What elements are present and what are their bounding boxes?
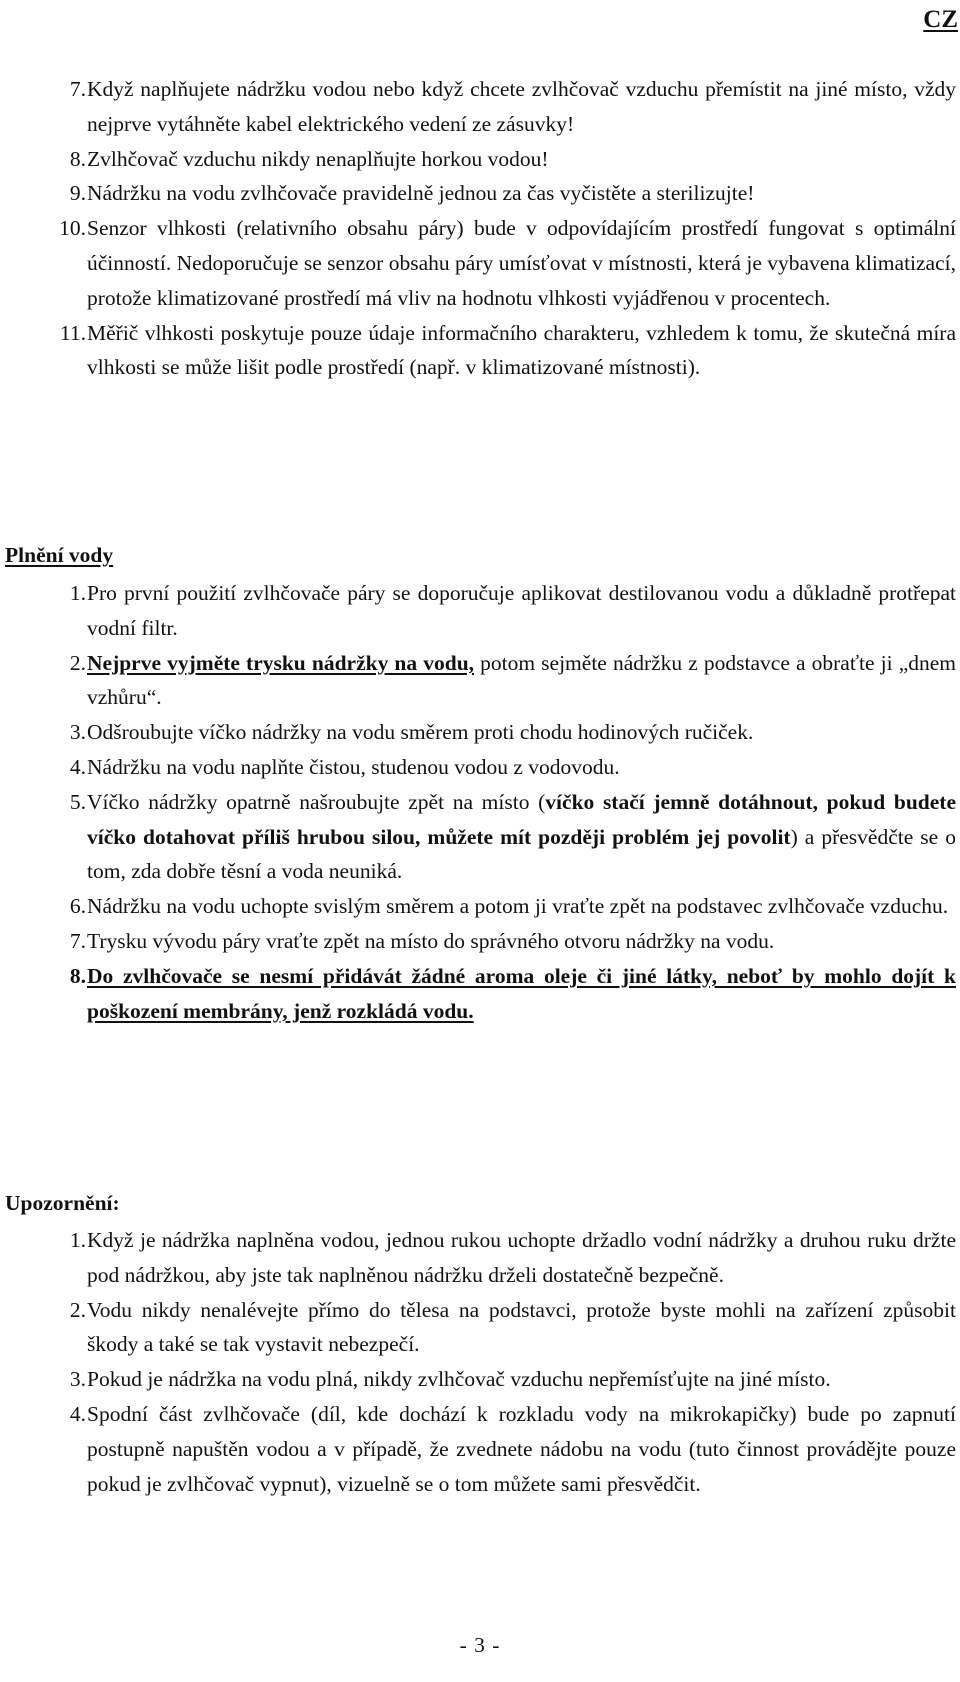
item-number: 3. (69, 720, 86, 745)
item-text: Když naplňujete nádržku vodou nebo když chcete zvlhčovač vzduchu přemístit na jiné místo, vždy nejprve vytáhněte kabel elektrického vedení ze zásuvky! (87, 77, 956, 136)
list-item (0, 576, 960, 646)
item-number: 5. (69, 789, 86, 814)
item-text: Měřič vlhkosti poskytuje pouze údaje informačního charakteru, vzhledem k tomu, že skutečná míra vlhkosti se může lišit podle prostředí (např. v klimatizované místnosti). (87, 320, 956, 380)
item-number: 4. (69, 1401, 86, 1426)
list-item (0, 959, 960, 1029)
list-item (0, 1362, 960, 1397)
item-number: 1. (69, 1228, 86, 1252)
item-number: 11. (59, 320, 86, 345)
language-label: CZ (923, 6, 958, 33)
list-item (0, 785, 960, 889)
item-text: Zvlhčovač vzduchu nikdy nenaplňujte horkou vodou! (87, 146, 549, 171)
item-text: Nádržku na vodu uchopte svislým směrem a potom ji vraťte zpět na podstavec zvlhčovače vzduchu. (87, 894, 949, 919)
item-text: Vodu nikdy nenalévejte přímo do tělesa na podstavci, protože byste mohli na zařízení způsobit škody a také se tak vystavit nebezpečí. (87, 1297, 956, 1357)
item-number: 3. (69, 1367, 86, 1392)
item-text: Nádržku na vodu naplňte čistou, studenou vodou z vodovodu. (87, 754, 620, 779)
list-item (0, 72, 960, 142)
list-item (0, 924, 960, 959)
safety-list-continued (0, 72, 960, 385)
item-number: 7. (69, 77, 86, 101)
list-item (0, 715, 960, 750)
list-item (0, 142, 960, 177)
item-text: Víčko nádržky opatrně našroubujte zpět na místo ( (87, 789, 546, 814)
list-item (0, 1223, 960, 1293)
warning-list (0, 1223, 960, 1501)
list-item (0, 1293, 960, 1363)
item-text: Odšroubujte víčko nádržky na vodu směrem proti chodu hodinových ručiček. (87, 720, 754, 745)
list-item (0, 646, 960, 716)
item-text: Senzor vlhkosti (relativního obsahu páry) bude v odpovídajícím prostředí fungovat s optimální účinností. Nedoporučuje se senzor obsahu páry umísťovat v místnosti, která je vybavena klimatizací, protože klimatizované prostředí má vliv na hodnotu vlhkosti vyjádřenou v procentech. (87, 216, 956, 310)
section-heading-filling: Plnění vody (5, 543, 114, 567)
list-item (0, 176, 960, 211)
item-emphasis: Nejprve vyjměte trysku nádržky na vodu, (87, 650, 475, 675)
item-text: Pokud je nádržka na vodu plná, nikdy zvlhčovač vzduchu nepřemísťujte na jiné místo. (87, 1367, 831, 1392)
item-text: Spodní část zvlhčovače (díl, kde dochází k rozkladu vody na mikrokapičky) bude po zapnutí postupně napuštěn vodou a v případě, že zvednete nádobu na vodu (tuto činnost provádějte pouze pokud je zvlhčovač vypnut), vizuelně se o tom můžete sami přesvědčit. (87, 1401, 956, 1496)
list-item (0, 316, 960, 386)
item-number: 9. (69, 181, 86, 206)
item-text: ) a přesvědčte se o tom, zda dobře těsní a voda neuniká. (87, 824, 956, 884)
item-text: Trysku vývodu páry vraťte zpět na místo do správného otvoru nádržky na vodu. (87, 928, 775, 953)
item-number: 7. (69, 928, 86, 953)
item-number: 6. (69, 894, 86, 919)
item-number: 10. (59, 216, 86, 241)
list-item (0, 750, 960, 785)
item-number: 2. (69, 650, 86, 675)
item-text: Když je nádržka naplněna vodou, jednou rukou uchopte držadlo vodní nádržky a druhou ruku držte pod nádržkou, aby jste tak naplněnou nádržku drželi dostatečně bezpečně. (87, 1228, 956, 1287)
section-heading-warning: Upozornění: (5, 1191, 120, 1215)
list-item (0, 211, 960, 315)
item-text: Nádržku na vodu zvlhčovače pravidelně jednou za čas vyčistěte a sterilizujte! (87, 181, 755, 206)
item-text: potom sejměte nádržku z podstavce a obraťte ji „dnem vzhůru“. (87, 650, 956, 710)
item-number: 4. (69, 754, 86, 779)
page-number: - 3 - (459, 1633, 501, 1657)
item-number: 8. (69, 146, 86, 171)
list-item (0, 889, 960, 924)
item-text: Pro první použití zvlhčovače páry se doporučuje aplikovat destilovanou vodu a důkladně protřepat vodní filtr. (87, 581, 956, 640)
filling-list (0, 576, 960, 1028)
item-emphasis: víčko stačí jemně dotáhnout, pokud budete víčko dotahovat příliš hrubou silou, můžete mít později problém jej povolit (87, 789, 956, 849)
item-number: 1. (69, 581, 86, 605)
item-text: Do zvlhčovače se nesmí přidávát žádné aroma oleje či jiné látky, neboť by mohlo dojít k poškození membrány, jenž rozkládá vodu. (87, 963, 956, 1023)
item-number: 2. (69, 1297, 86, 1322)
item-number: 8. (69, 963, 86, 988)
list-item (0, 1397, 960, 1501)
